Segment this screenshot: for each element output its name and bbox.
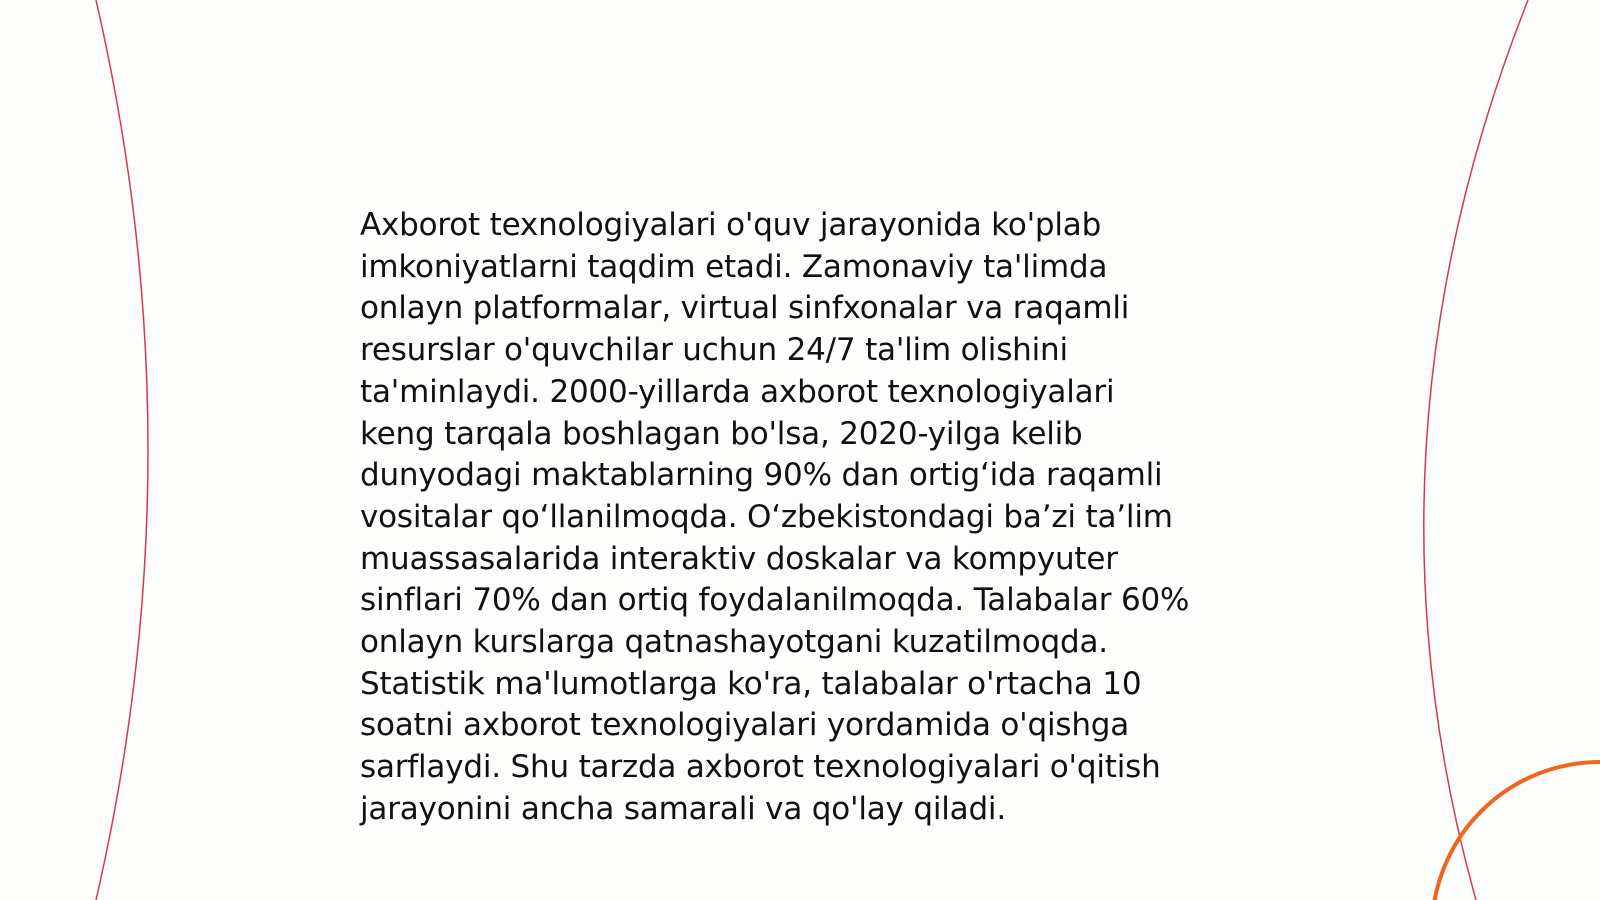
paragraph-line: keng tarqala boshlagan bo'lsa, 2020-yilga kelib [360,415,1083,452]
paragraph-line: resurslar o'quvchilar uchun 24/7 ta'lim olishini [360,332,1068,369]
paragraph-line: onlayn platformalar, virtual sinfxonalar va raqamli [360,290,1130,327]
paragraph-line: muassasalarida interaktiv doskalar va kompyuter [360,540,1118,577]
paragraph-line: ta'minlaydi. 2000-yillarda axborot texnologiyalari [360,373,1115,410]
paragraph-line: onlayn kurslarga qatnashayotgani kuzatilmoqda. [360,624,1108,661]
paragraph-line: dunyodagi maktablarning 90% dan ortig‘ida raqamli [360,457,1163,494]
paragraph-line: sarflaydi. Shu tarzda axborot texnologiyalari o'qitish [360,749,1161,786]
paragraph-line: jarayonini ancha samarali va qo'lay qiladi. [360,790,1007,827]
paragraph-line: sinflari 70% dan ortiq foydalanilmoqda. Talabalar 60% [360,582,1190,619]
paragraph-line: imkoniyatlarni taqdim etadi. Zamonaviy ta'limda [360,248,1108,285]
paragraph-line: Statistik ma'lumotlarga ko'ra, talabalar o'rtacha 10 [360,665,1142,702]
paragraph-line: vositalar qo‘llanilmoqda. O‘zbekistondagi ba’zi ta’lim [360,498,1173,535]
left-curve [96,0,148,900]
body-paragraph [360,205,1260,831]
paragraph-line: soatni axborot texnologiyalari yordamida o'qishga [360,707,1130,744]
paragraph-line: Axborot texnologiyalari o'quv jarayonida ko'plab [360,207,1102,243]
right-curve [1424,0,1528,900]
accent-arc [1432,762,1600,900]
